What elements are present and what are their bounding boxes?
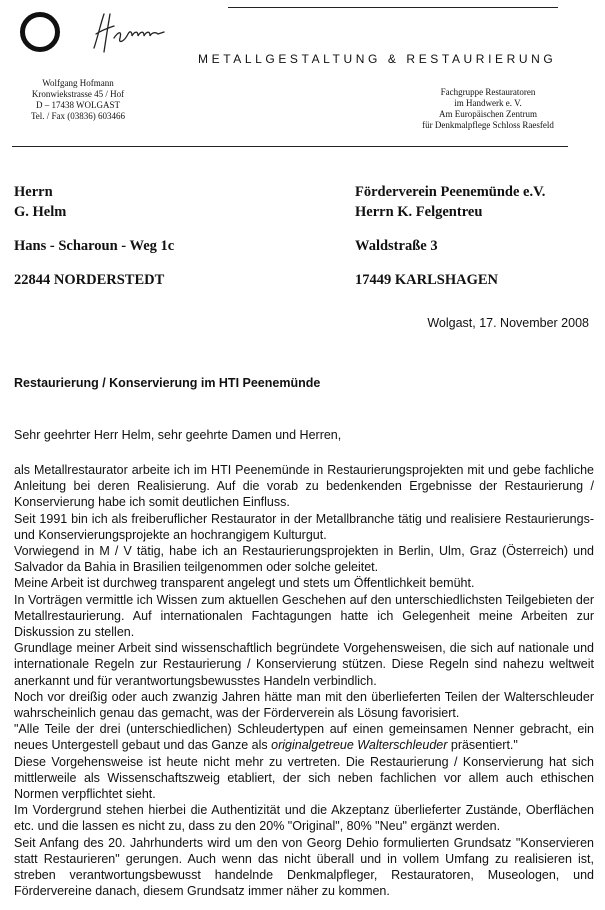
letter-subject: Restaurierung / Konservierung im HTI Peenemünde (14, 376, 321, 390)
membership-line: im Handwerk e. V. (454, 98, 522, 108)
body-paragraph: Noch vor dreißig oder auch zwanzig Jahren hätte man mit den überlieferten Teilen der Walterschleuder wahrscheinlich genau das gemacht, was der Förderverein als Lösung favorisiert. (14, 689, 594, 721)
letter-date: Wolgast, 17. November 2008 (427, 316, 589, 330)
signature (88, 8, 168, 58)
quote-paragraph (14, 721, 594, 753)
copy-recipient-street: Waldstraße 3 (355, 238, 438, 254)
recipient-name: G. Helm (14, 204, 67, 220)
sender-address (8, 78, 148, 122)
recipient-city: 22844 NORDERSTEDT (14, 272, 165, 288)
membership-line: Am Europäischen Zentrum (439, 109, 537, 119)
quote-text-end: präsentiert." (447, 738, 518, 753)
copy-recipient-city: 17449 KARLSHAGEN (355, 272, 499, 288)
quote-text: "Alle Teile der drei (unterschiedlichen) Schleudertypen auf einen gemeinsamen Nenner gebracht, ein neues Untergestell gebaut und das Ganze als (14, 722, 594, 753)
recipient-address (14, 182, 174, 290)
letter-body (14, 462, 594, 899)
recipient-salutation: Herrn (14, 184, 53, 200)
body-paragraph: Vorwiegend in M / V tätig, habe ich an Restaurierungsprojekten in Berlin, Ulm, Graz (Österreich) und Salvador da Bahia in Brasilien teilgenommen oder solche geleitet. (14, 544, 594, 575)
logo-ring (20, 12, 60, 52)
copy-recipient-name: Herrn K. Felgentreu (355, 204, 483, 220)
body-paragraph: Seit 1991 bin ich als freiberuflicher Restaurator in der Metallbranche tätig und realisiere Restaurierungs- und Konservierungsprojekte an hochrangigem Kulturgut. (14, 511, 594, 542)
letter-salutation: Sehr geehrter Herr Helm, sehr geehrte Damen und Herren, (14, 428, 342, 442)
body-paragraph: In Vorträgen vermittle ich Wissen zum aktuellen Geschehen auf den unterschiedlichsten Teilgebieten der Metallrestaurierung. Auf internationalen Fachtagungen hatte ich Gelegenheit meine Arbeiten zur Diskussion zu stellen. (14, 592, 594, 640)
body-paragraph: Meine Arbeit ist durchweg transparent angelegt und stets um Öffentlichkeit bemüht. (14, 576, 475, 591)
letterhead-title: METALLGESTALTUNG & RESTAURIERUNG (198, 52, 557, 66)
header-rule-bottom (12, 146, 568, 147)
copy-recipient-address (355, 182, 545, 290)
sender-phone: Tel. / Fax (03836) 603466 (30, 111, 126, 121)
body-paragraph: Grundlage meiner Arbeit sind wissenschaftlich begründete Vorgehensweisen, die sich auf nationale und internationale Regeln zur Restaurierung / Konservierung stützen. Diese Regeln sind nahezu weltweit anerkannt und für verantwortungsbewusstes Handeln verbindlich. (14, 641, 594, 688)
quote-emphasis: originalgetreue Walterschleuder (271, 738, 448, 753)
body-paragraph: Im Vordergrund stehen hierbei die Authentizität und die Akzeptanz überlieferter Zustände, Oberflächen etc. und die lassen es nicht zu, dass zu den 20% "Original", 80% "Neu" ergänzt werden. (14, 803, 594, 834)
sender-name: Wolfgang Hofmann (42, 78, 114, 88)
sender-street: Kronwiekstrasse 45 / Hof (31, 89, 125, 99)
membership-line: für Denkmalpflege Schloss Raesfeld (422, 120, 554, 130)
membership-block (388, 87, 588, 131)
recipient-street: Hans - Scharoun - Weg 1c (14, 238, 175, 254)
copy-recipient-organisation: Förderverein Peenemünde e.V. (355, 184, 546, 200)
body-paragraph: Seit Anfang des 20. Jahrhunderts wird um den von Georg Dehio formulierten Grundsatz "Konservieren statt Restaurieren" gerungen. Auch wenn das nicht überall und in vollem Umfang zu realisieren ist, streben verantwortungsbewusst handelnde Denkmalpfleger, Restauratoren, Museologen, und Fördervereine danach, diesem Grundsatz immer näher zu kommen. (14, 835, 594, 899)
body-paragraph: Diese Vorgehensweise ist heute nicht mehr zu vertreten. Die Restaurierung / Konservierung hat sich mittlerweile als Wissenschaftszweig etabliert, der sich neben fachlichen vor allem auch ethischen Normen verpflichtet sieht. (14, 754, 594, 802)
header-rule-top (228, 7, 558, 8)
body-paragraph: als Metallrestaurator arbeite ich im HTI Peenemünde in Restaurierungsprojekten mit und gebe fachliche Anleitung bei deren Realisierung. Auf die vorab zu bedenkenden Ergebnisse der Restaurierung / Konservierung habe ich somit deutlichen Einfluss. (14, 463, 594, 510)
sender-city: D – 17438 WOLGAST (35, 100, 121, 110)
membership-line: Fachgruppe Restauratoren (440, 87, 536, 97)
